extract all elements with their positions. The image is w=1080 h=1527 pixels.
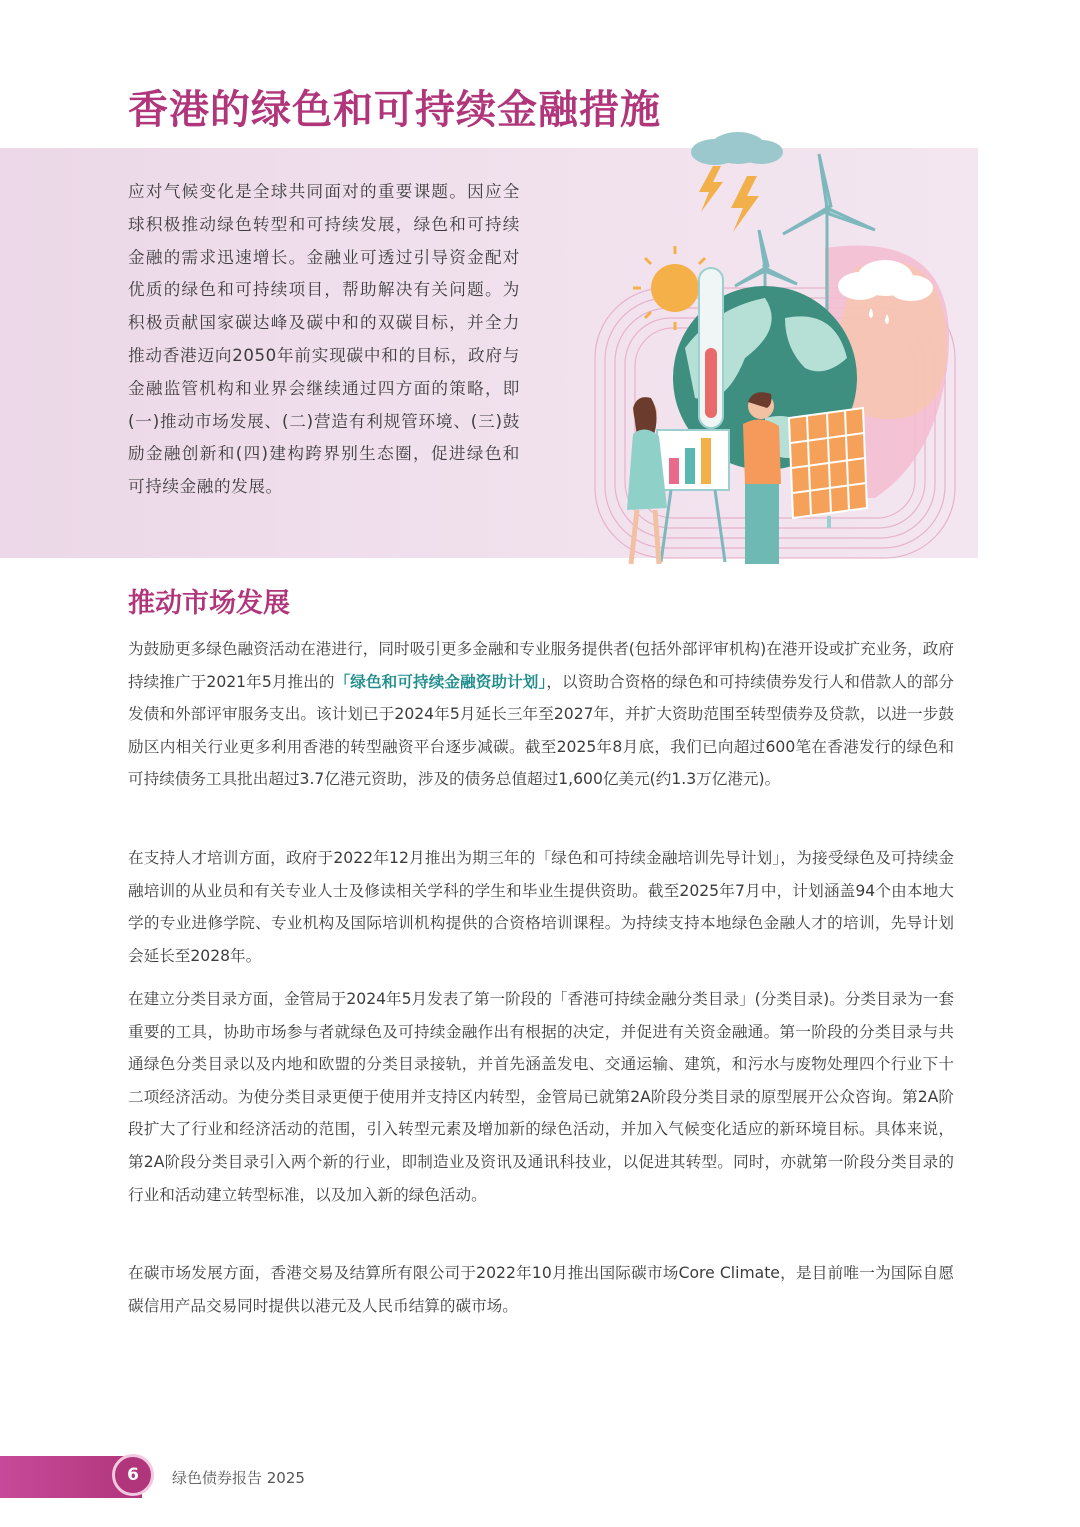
solar-panel-icon <box>789 408 867 528</box>
woman-figure <box>627 397 667 564</box>
intro-paragraph: 应对气候变化是全球共同面对的重要课题。因应全球积极推动绿色转型和可持续发展，绿色和可持续金融的需求迅速增长。金融业可透过引导资金配对优质的绿色和可持续项目，帮助解决有关问题。为积极贡献国家碳达峰及碳中和的双碳目标，并全力推动香港迈向2050年前实现碳中和的目标，政府与金融监管机构和业界会继续通过四方面的策略，即(一)推动市场发展、(二)营造有利规管环境、(三)鼓励金融创新和(四)建构跨界别生态圈，促进绿色和可持续金融的发展。 <box>128 182 520 497</box>
paragraph-talent-training: 在支持人才培训方面，政府于2022年12月推出为期三年的「绿色和可持续金融培训先导计划」，为接受绿色及可持续金融培训的从业员和有关专业人士及修读相关学科的学生和毕业生提供资助。截至2025年7月中，计划涵盖94个由本地大学的专业进修学院、专业机构及国际培训机构提供的合资格培训课程。为持续支持本地绿色金融人才的培训，先导计划会延长至2028年。 <box>128 849 954 965</box>
para1-text-after: ，以资助合资格的绿色和可持续债券发行人和借款人的部分发债和外部评审服务支出。该计划已于2024年5月延长三年至2027年，并扩大资助范围至转型债券及贷款，以进一步鼓励区内相关行业更多利用香港的转型融资平台逐步减碳。截至2025年8月底，我们已向超过600笔在香港发行的绿色和可持续债务工具批出超过3.7亿港元资助，涉及的债务总值超过1,600亿美元(约1.3万亿港元)。 <box>128 672 954 789</box>
cloud-icon <box>691 132 783 165</box>
section-heading: 推动市场发展 <box>128 588 290 619</box>
paragraph-carbon-market: 在碳市场发展方面，香港交易及结算所有限公司于2022年10月推出国际碳市场Core Climate，是目前唯一为国际自愿碳信用产品交易同时提供以港元及人民币结算的碳市场。 <box>128 1264 954 1315</box>
green-finance-illustration <box>575 118 980 576</box>
chart-board-icon <box>657 430 729 562</box>
grant-scheme-link[interactable]: 「绿色和可持续金融资助计划」 <box>334 672 547 691</box>
para1-text-before: 为鼓励更多绿色融资活动在港进行，同时吸引更多金融和专业服务提供者(包括外部评审机构)在港开设或扩充业务，政府持续推广于2021年5月推出的 <box>128 640 954 691</box>
footer-report-title: 绿色债券报告 2025 <box>172 1469 305 1487</box>
page-number: 6 <box>112 1454 154 1496</box>
paragraph-taxonomy: 在建立分类目录方面，金管局于2024年5月发表了第一阶段的「香港可持续金融分类目录」(分类目录)。分类目录为一套重要的工具，协助市场参与者就绿色及可持续金融作出有根据的决定，并促进有关资金融通。第一阶段的分类目录与共通绿色分类目录以及内地和欧盟的分类目录接轨，并首先涵盖发电、交通运输、建筑，和污水与废物处理四个行业下十二项经济活动。为使分类目录更便于使用并支持区内转型，金管局已就第2A阶段分类目录的原型展开公众咨询。第2A阶段扩大了行业和经济活动的范围，引入转型元素及增加新的绿色活动，并加入气候变化适应的新环境目标。具体来说，第2A阶段分类目录引入两个新的行业，即制造业及资讯及通讯科技业，以促进其转型。同时，亦就第一阶段分类目录的行业和活动建立转型标准，以及加入新的绿色活动。 <box>128 990 954 1204</box>
page-title: 香港的绿色和可持续金融措施 <box>128 87 661 133</box>
paragraph-market-development <box>128 633 954 796</box>
